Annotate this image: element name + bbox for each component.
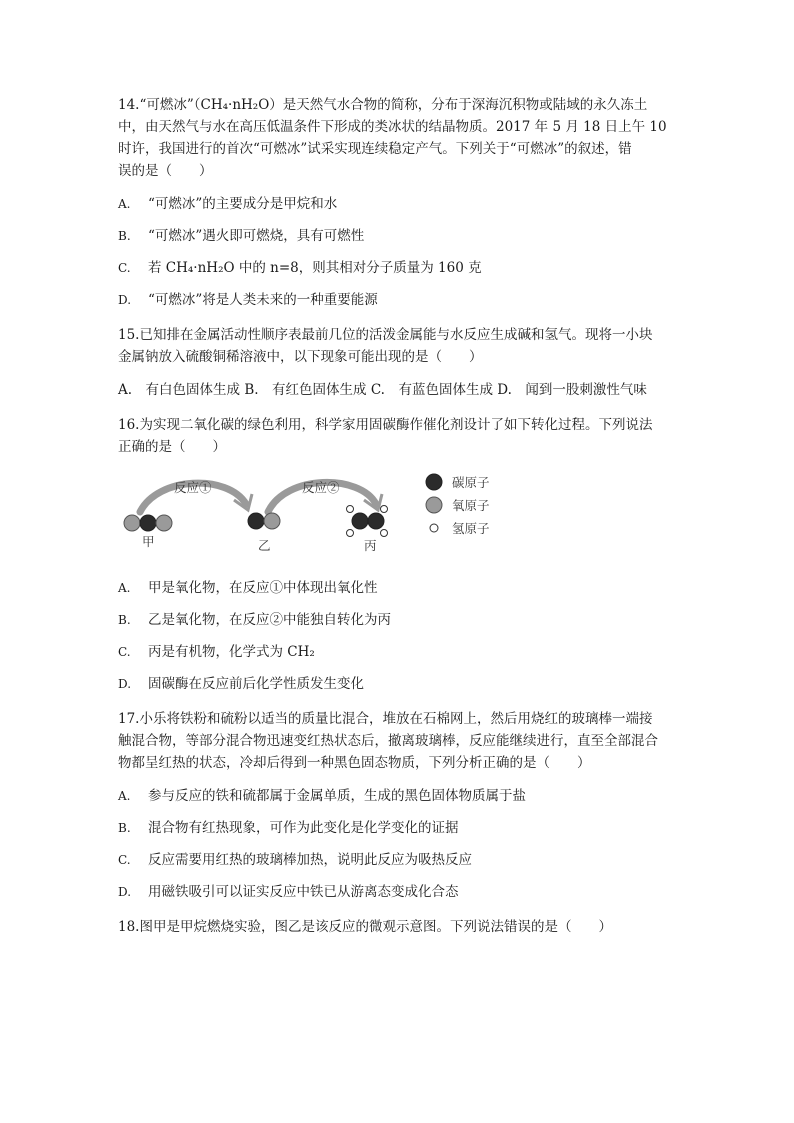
option-letter: D. bbox=[118, 293, 132, 307]
legend-oxygen-icon bbox=[426, 497, 442, 513]
question-17-option-a bbox=[118, 786, 678, 806]
question-14-stem-line: 中，由天然气与水在高压低温条件下形成的类冰状的结晶物质。2017 年 5 月 18 日上午 10 bbox=[118, 119, 667, 135]
option-text: “可燃冰”遇火即可燃烧，具有可燃性 bbox=[148, 228, 365, 244]
option-letter: B. bbox=[118, 821, 131, 835]
question-16 bbox=[118, 414, 678, 694]
carbon-fixation-diagram bbox=[118, 470, 518, 566]
question-14-stem-line: 14.“可燃冰”（CH₄·nH₂O）是天然气水合物的简称，分布于深海沉积物或陆域的永久冻土 bbox=[118, 97, 648, 113]
exam-page bbox=[118, 94, 678, 938]
question-17-option-d bbox=[118, 882, 678, 902]
option-text: 混合物有红热现象，可作为此变化是化学变化的证据 bbox=[148, 820, 459, 836]
question-15-stem-line: 金属钠放入硫酸铜稀溶液中，以下现象可能出现的是（ ） bbox=[118, 349, 483, 365]
question-14-option-c bbox=[118, 258, 678, 278]
option-letter: B. bbox=[118, 229, 131, 243]
question-16-stem-line: 正确的是（ ） bbox=[118, 439, 226, 455]
option-letter: A. bbox=[118, 581, 131, 595]
hydrogen-atom bbox=[381, 506, 388, 513]
reaction-2-label: 反应② bbox=[302, 480, 340, 495]
option-letter: C. bbox=[118, 853, 131, 867]
question-17-stem-line: 17.小乐将铁粉和硫粉以适当的质量比混合，堆放在石棉网上，然后用烧红的玻璃棒一端接 bbox=[118, 711, 653, 727]
reaction-1-label: 反应① bbox=[174, 480, 212, 495]
question-17-option-b bbox=[118, 818, 678, 838]
question-14 bbox=[118, 94, 678, 310]
option-letter: C. bbox=[118, 645, 131, 659]
question-16-option-b bbox=[118, 610, 678, 630]
option-text: 若 CH₄·nH₂O 中的 n=8，则其相对分子质量为 160 克 bbox=[148, 260, 482, 276]
question-17-stem-line: 触混合物，等部分混合物迅速变红热状态后，撤离玻璃棒，反应能继续进行，直至全部混合 bbox=[118, 733, 658, 749]
legend-hydrogen-label: 氢原子 bbox=[452, 521, 490, 536]
option-text: 甲是氧化物，在反应①中体现出氧化性 bbox=[148, 580, 378, 596]
question-16-stem-line: 16.为实现二氧化碳的绿色利用，科学家用固碳酶作催化剂设计了如下转化过程。下列说法 bbox=[118, 417, 653, 433]
option-letter: A. bbox=[118, 789, 131, 803]
option-text: 乙是氧化物，在反应②中能独自转化为丙 bbox=[148, 612, 391, 628]
question-14-stem-line: 时许，我国进行的首次“可燃冰”试采实现连续稳定产气。下列关于“可燃冰”的叙述，错 bbox=[118, 141, 632, 157]
question-15 bbox=[118, 324, 678, 400]
option-text: 丙是有机物，化学式为 CH₂ bbox=[148, 644, 315, 660]
legend-carbon-icon bbox=[426, 474, 442, 490]
question-14-option-b bbox=[118, 226, 678, 246]
molecule-jia-label: 甲 bbox=[142, 534, 155, 549]
hydrogen-atom bbox=[381, 530, 388, 537]
molecule-bing-label: 丙 bbox=[364, 538, 377, 553]
option-letter: A. bbox=[118, 197, 131, 211]
molecule-bing bbox=[347, 506, 388, 537]
question-16-option-c bbox=[118, 642, 678, 662]
question-18-stem-line: 18.图甲是甲烷燃烧实验，图乙是该反应的微观示意图。下列说法错误的是（ ） bbox=[118, 919, 612, 935]
molecule-yi bbox=[248, 513, 280, 529]
molecule-jia bbox=[124, 515, 172, 531]
question-17-stem-line: 物都呈红热的状态，冷却后得到一种黑色固态物质，下列分析正确的是（ ） bbox=[118, 755, 591, 771]
carbon-atom bbox=[140, 515, 156, 531]
legend-hydrogen-icon bbox=[430, 524, 438, 532]
legend-oxygen-label: 氧原子 bbox=[452, 498, 490, 513]
question-16-option-a bbox=[118, 578, 678, 598]
hydrogen-atom bbox=[347, 506, 354, 513]
option-letter: C. bbox=[118, 261, 131, 275]
oxygen-atom bbox=[124, 515, 140, 531]
molecule-yi-label: 乙 bbox=[258, 538, 271, 553]
carbon-atom bbox=[248, 513, 264, 529]
question-15-stem-line: 15.已知排在金属活动性顺序表最前几位的活泼金属能与水反应生成碱和氢气。现将一小块 bbox=[118, 327, 653, 343]
question-15-inline-options: A. 有白色固体生成 B. 有红色固体生成 C. 有蓝色固体生成 D. 闻到一股刺激性气味 bbox=[118, 382, 647, 398]
option-text: 参与反应的铁和硫都属于金属单质，生成的黑色固体物质属于盐 bbox=[148, 788, 526, 804]
option-text: 固碳酶在反应前后化学性质发生变化 bbox=[148, 676, 364, 692]
option-letter: D. bbox=[118, 885, 132, 899]
question-14-stem-line: 误的是（ ） bbox=[118, 163, 213, 179]
question-17-option-c bbox=[118, 850, 678, 870]
option-text: 用磁铁吸引可以证实反应中铁已从游离态变成化合态 bbox=[148, 884, 459, 900]
option-text: “可燃冰”的主要成分是甲烷和水 bbox=[148, 196, 338, 212]
hydrogen-atom bbox=[347, 530, 354, 537]
carbon-atom bbox=[368, 513, 384, 529]
oxygen-atom bbox=[264, 513, 280, 529]
oxygen-atom bbox=[156, 515, 172, 531]
option-text: “可燃冰”将是人类未来的一种重要能源 bbox=[148, 292, 378, 308]
question-16-option-d bbox=[118, 674, 678, 694]
option-text: 反应需要用红热的玻璃棒加热，说明此反应为吸热反应 bbox=[148, 852, 472, 868]
legend bbox=[426, 474, 442, 532]
option-letter: D. bbox=[118, 677, 132, 691]
question-18 bbox=[118, 916, 678, 938]
legend-carbon-label: 碳原子 bbox=[452, 475, 490, 490]
question-14-option-a bbox=[118, 194, 678, 214]
carbon-atom bbox=[352, 513, 368, 529]
question-14-option-d bbox=[118, 290, 678, 310]
question-17 bbox=[118, 708, 678, 902]
option-letter: B. bbox=[118, 613, 131, 627]
